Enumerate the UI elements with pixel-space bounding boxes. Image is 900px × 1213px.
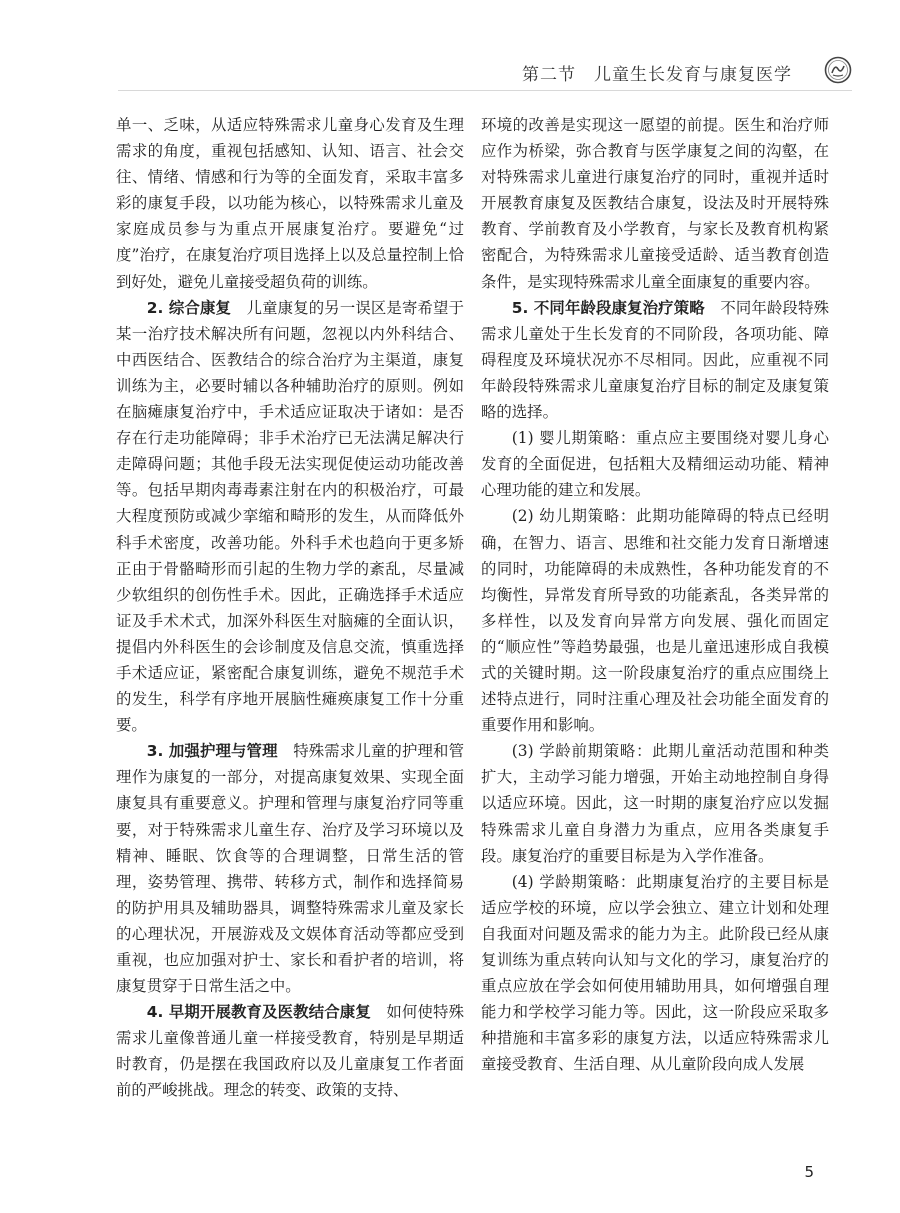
section-heading: 5. 不同年龄段康复治疗策略	[511, 298, 705, 317]
paragraph-school-age-strategy: (4) 学龄期策略：此期康复治疗的主要目标是适应学校的环境，应以学会独立、建立计划和处理自我面对问题及需求的能力为主。此阶段已经从康复训练为重点转向认知与文化的学习，康复治疗的重点应放在学会如何使用辅助用具，如何增强自理能力和学校学习能力等。因此，这一阶段应采取多种措施和丰富多彩的康复方法，以适应特殊需求儿童接受教育、生活自理、从儿童阶段向成人发展	[481, 872, 829, 1074]
page-number: 5	[804, 1163, 814, 1181]
paragraph-text: 不同年龄段特殊需求儿童处于生长发育的不同阶段，各项功能、障碍程度及环境状况亦不尽相同。因此，应重视不同年龄段特殊需求儿童康复治疗目标的制定及康复策略的选择。	[481, 298, 829, 422]
paragraph-text: 儿童康复的另一误区是寄希望于某一治疗技术解决所有问题，忽视以内外科结合、中西医结合、医教结合的综合治疗为主渠道，康复训练为主，必要时辅以各种辅助治疗的原则。例如在脑瘫康复治疗中，手术适应证取决于诸如：是否存在行走功能障碍；非手术治疗已无法满足解决行走障碍问题；其他手段无法实现促使运动功能改善等。包括早期肉毒毒素注射在内的积极治疗，可最大程度预防或减少挛缩和畸形的发生，从而降低外科手术密度，改善功能。外科手术也趋向于更多矫正由于骨骼畸形而引起的生物力学的紊乱，尽量减少软组织的创伤性手术。因此，正确选择手术适应证及手术术式，加深外科医生对脑瘫的全面认识，提倡内外科医生的会诊制度及信息交流，慎重选择手术适应证，紧密配合康复训练，避免不规范手术的发生，科学有序地开展脑性瘫痪康复工作十分重要。	[116, 298, 464, 735]
paragraph: 单一、乏味，从适应特殊需求儿童身心发育及生理需求的角度，重视包括感知、认知、语言、社会交往、情绪、情感和行为等的全面发育，采取丰富多彩的康复手段，以功能为核心，以特殊需求儿童及家庭成员参与为重点开展康复治疗。要避免“过度”治疗，在康复治疗项目选择上以及总量控制上恰到好处，避免儿童接受超负荷的训练。	[116, 116, 464, 291]
section-heading: 4. 早期开展教育及医教结合康复	[146, 1003, 371, 1022]
left-column	[116, 112, 464, 1104]
book-logo-icon	[824, 56, 852, 84]
paragraph-infant-strategy: (1) 婴儿期策略：重点应主要围绕对婴儿身心发育的全面促进，包括粗大及精细运动功能、精神心理功能的建立和发展。	[481, 429, 829, 500]
section-heading: 3. 加强护理与管理	[146, 742, 278, 761]
paragraph-toddler-strategy: (2) 幼儿期策略：此期功能障碍的特点已经明确，在智力、语言、思维和社交能力发育日渐增速的同时，功能障碍的未成熟性，各种功能发育的不均衡性，异常发育所导致的功能紊乱，各类异常的多样性，以及发育向异常方向发展、强化而固定的“顺应性”等趋势最强，也是儿童迅速形成自我模式的关键时期。这一阶段康复治疗的重点应围绕上述特点进行，同时注重心理及社会功能全面发育的重要作用和影响。	[481, 507, 829, 735]
paragraph-comprehensive-rehab	[116, 295, 464, 739]
header-divider	[118, 90, 852, 91]
header-title: 第二节 儿童生长发育与康复医学	[522, 65, 792, 85]
paragraph: 环境的改善是实现这一愿望的前提。医生和治疗师应作为桥梁，弥合教育与医学康复之间的沟壑，在对特殊需求儿童进行康复治疗的同时，重视并适时开展教育康复及医教结合康复，设法及时开展特殊教育、学前教育及小学教育，与家长及教育机构紧密配合，为特殊需求儿童接受适龄、适当教育创造条件，是实现特殊需求儿童全面康复的重要内容。	[481, 116, 829, 291]
paragraph-age-strategies	[481, 295, 829, 425]
right-column	[481, 112, 829, 1077]
running-header	[0, 56, 900, 92]
paragraph-text: 如何使特殊需求儿童像普通儿童一样接受教育，特别是早期适时教育，仍是摆在我国政府以及儿童康复工作者面前的严峻挑战。理念的转变、政策的支持、	[116, 1003, 464, 1100]
section-heading: 2. 综合康复	[146, 298, 232, 317]
paragraph-early-education	[116, 999, 464, 1103]
paragraph-nursing-management	[116, 738, 464, 999]
paragraph-text: 特殊需求儿童的护理和管理作为康复的一部分，对提高康复效果、实现全面康复具有重要意义。护理和管理与康复治疗同等重要，对于特殊需求儿童生存、治疗及学习环境以及精神、睡眠、饮食等的合理调整，日常生活的管理，姿势管理、携带、转移方式，制作和选择简易的防护用具及辅助器具，调整特殊需求儿童及家长的心理状况，开展游戏及文娱体育活动等都应受到重视，也应加强对护士、家长和看护者的培训，将康复贯穿于日常生活之中。	[116, 742, 464, 996]
paragraph-preschool-strategy: (3) 学龄前期策略：此期儿童活动范围和种类扩大，主动学习能力增强，开始主动地控制自身得以适应环境。因此，这一时期的康复治疗应以发掘特殊需求儿童自身潜力为重点，应用各类康复手段。康复治疗的重要目标是为入学作准备。	[481, 742, 829, 865]
